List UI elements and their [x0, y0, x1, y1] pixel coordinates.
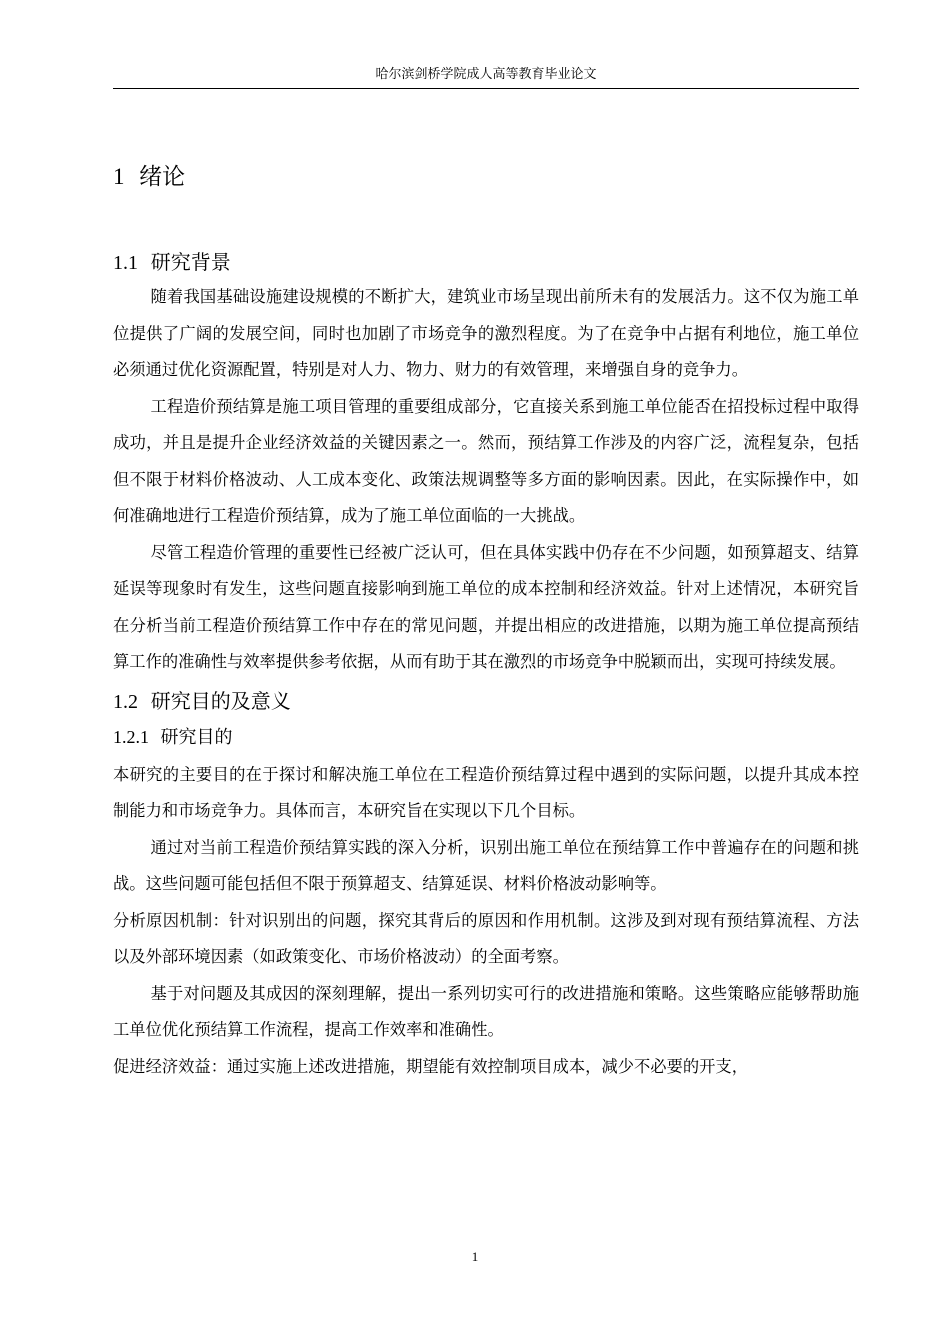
- section-heading-1-1: [113, 248, 859, 277]
- section-number: 1.2: [113, 690, 138, 713]
- paragraph: 本研究的主要目的在于探讨和解决施工单位在工程造价预结算过程中遇到的实际问题，以提升其成本控制能力和市场竞争力。具体而言，本研究旨在实现以下几个目标。: [113, 764, 859, 820]
- paragraph: 分析原因机制：针对识别出的问题，探究其背后的原因和作用机制。这涉及到对现有预结算流程、方法以及外部环境因素（如政策变化、市场价格波动）的全面考察。: [113, 910, 859, 966]
- paragraph: 促进经济效益：通过实施上述改进措施，期望能有效控制项目成本，减少不必要的开支，: [113, 1056, 748, 1076]
- chapter-number: 1: [113, 164, 125, 189]
- paragraph: 通过对当前工程造价预结算实践的深入分析，识别出施工单位在预结算工作中普遍存在的问题和挑战。这些问题可能包括但不限于预算超支、结算延误、材料价格波动影响等。: [113, 837, 859, 893]
- subsection-number: 1.2.1: [113, 726, 149, 747]
- running-header: 哈尔滨剑桥学院成人高等教育毕业论文: [375, 67, 597, 82]
- subsection-title: 研究目的: [160, 726, 233, 748]
- header-rule: [113, 88, 859, 89]
- page-number: 1: [471, 1249, 479, 1264]
- section-heading-1-2: [113, 687, 859, 716]
- paragraph: 随着我国基础设施建设规模的不断扩大，建筑业市场呈现出前所未有的发展活力。这不仅为施工单位提供了广阔的发展空间，同时也加剧了市场竞争的激烈程度。为了在竞争中占据有利地位，施工单位必须通过优化资源配置，特别是对人力、物力、财力的有效管理，来增强自身的竞争力。: [113, 287, 859, 379]
- section-number: 1.1: [113, 252, 138, 274]
- chapter-title: 绪论: [139, 164, 186, 190]
- section-title: 研究目的及意义: [150, 688, 291, 713]
- page-content: [113, 150, 859, 1085]
- subsection-heading-1-2-1: [113, 724, 859, 751]
- paragraph: 基于对问题及其成因的深刻理解，提出一系列切实可行的改进措施和策略。这些策略应能够帮助施工单位优化预结算工作流程，提高工作效率和准确性。: [113, 983, 859, 1039]
- paragraph: 工程造价预结算是施工项目管理的重要组成部分，它直接关系到施工单位能否在招投标过程中取得成功，并且是提升企业经济效益的关键因素之一。然而，预结算工作涉及的内容广泛，流程复杂，包括但不限于材料价格波动、人工成本变化、政策法规调整等多方面的影响因素。因此，在实际操作中，如何准确地进行工程造价预结算，成为了施工单位面临的一大挑战。: [113, 396, 859, 525]
- chapter-heading: [113, 162, 859, 192]
- section-title: 研究背景: [150, 250, 231, 274]
- paragraph: 尽管工程造价管理的重要性已经被广泛认可，但在具体实践中仍存在不少问题，如预算超支、结算延误等现象时有发生，这些问题直接影响到施工单位的成本控制和经济效益。针对上述情况，本研究旨在分析当前工程造价预结算工作中存在的常见问题，并提出相应的改进措施，以期为施工单位提高预结算工作的准确性与效率提供参考依据，从而有助于其在激烈的市场竞争中脱颖而出，实现可持续发展。: [113, 542, 859, 671]
